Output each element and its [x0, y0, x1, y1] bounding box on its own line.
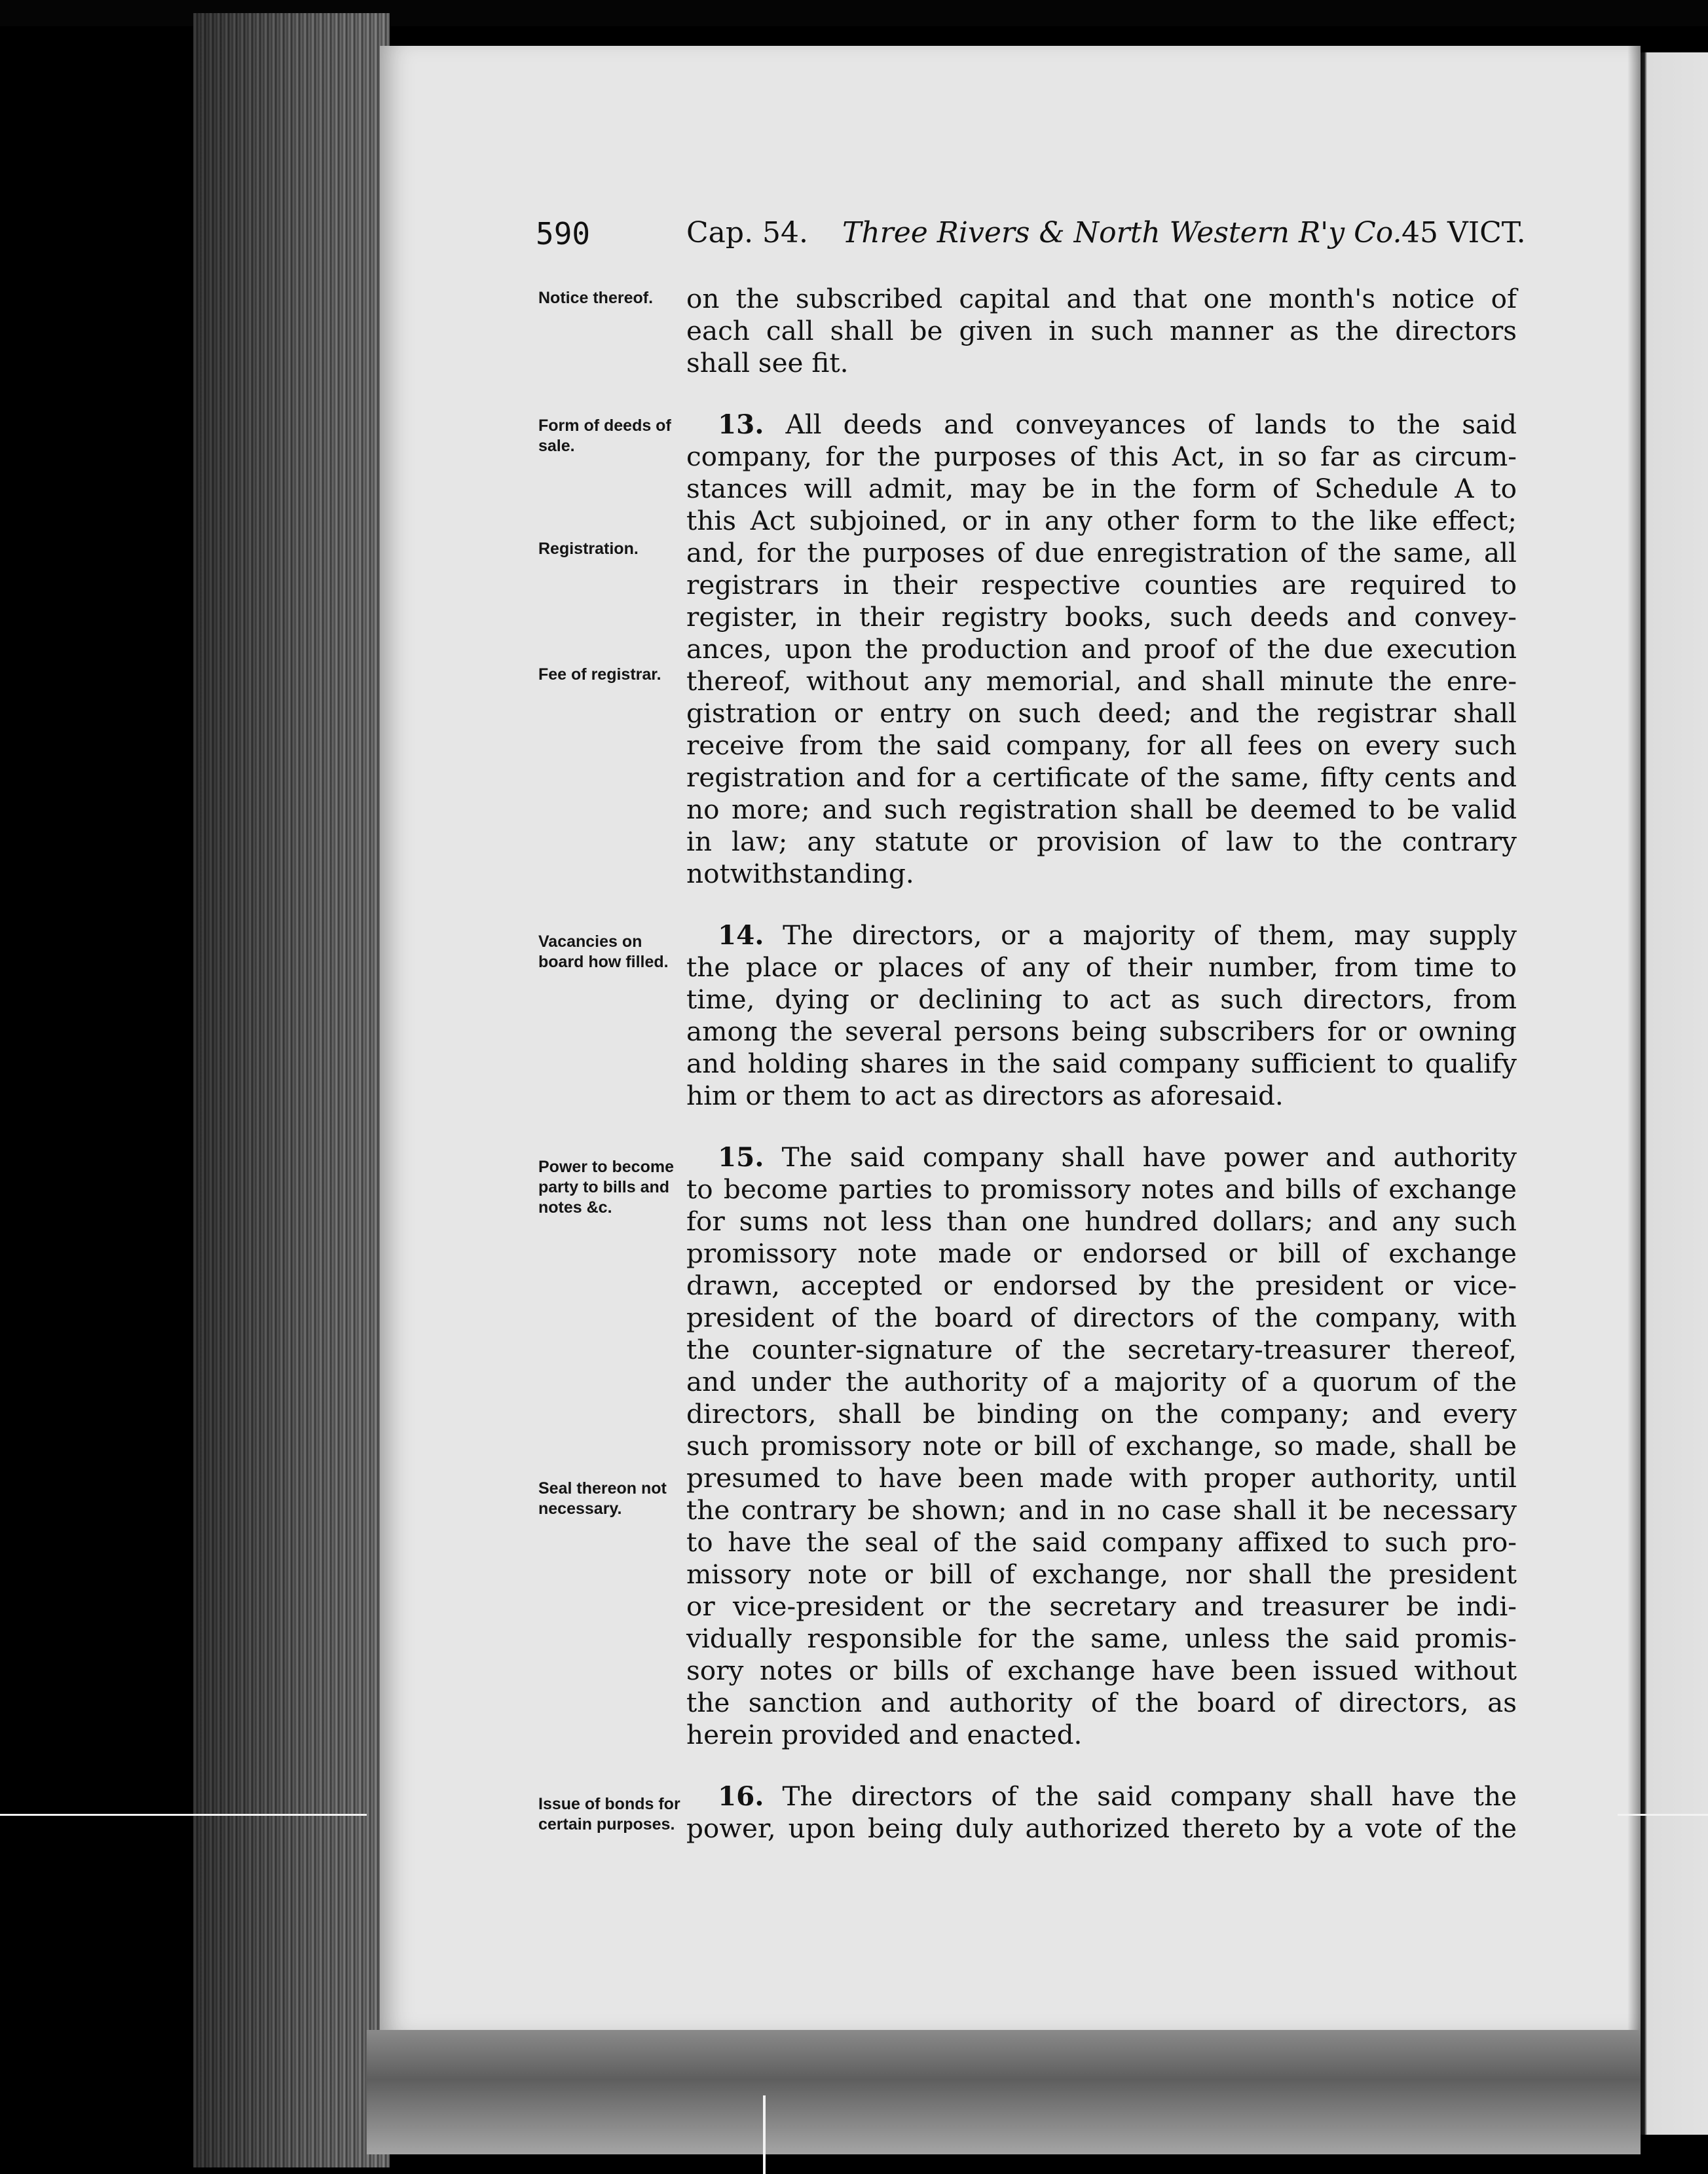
text-line: registration and for a certificate of the same, fifty cents and — [686, 762, 1517, 793]
side-note: Vacancies on board how filled. — [538, 932, 669, 971]
section-number: 13. — [718, 409, 764, 440]
text-line: the sanction and authority of the board of directors, as — [686, 1687, 1517, 1718]
text-line: and holding shares in the said company sufficient to qualify — [686, 1048, 1517, 1079]
book-edge-shadow — [193, 13, 390, 2167]
text-line: directors, shall be binding on the company; and every — [686, 1398, 1517, 1429]
section-15 — [686, 1141, 1517, 1751]
side-note: Power to become party to bills and notes &c. — [538, 1158, 674, 1217]
text-line: the counter-signature of the secretary-treasurer thereof, — [686, 1334, 1517, 1365]
side-note: Issue of bonds for certain purposes. — [538, 1795, 680, 1833]
text-line: this Act subjoined, or in any other form to the like effect; — [686, 505, 1517, 536]
text-line: the place or places of any of their number, from time to — [686, 951, 1517, 983]
text-line: to become parties to promissory notes and bills of exchange — [686, 1173, 1517, 1205]
side-note: Registration. — [538, 540, 639, 558]
page-number: 590 — [536, 216, 591, 251]
text-line: promissory note made or endorsed or bill of exchange — [686, 1238, 1517, 1269]
side-note: Seal thereon not necessary. — [538, 1479, 667, 1518]
act-title: Three Rivers & North Western R'y Co. — [842, 216, 1402, 249]
text-line: stances will admit, may be in the form of Schedule A to — [686, 473, 1517, 504]
text-line: each call shall be given in such manner as the directors — [686, 315, 1517, 346]
section-number: 15. — [718, 1141, 764, 1173]
text-line: time, dying or declining to act as such directors, from — [686, 984, 1517, 1015]
side-note: Form of deeds of sale. — [538, 416, 671, 455]
chapter-label: Cap. 54. — [686, 216, 809, 249]
text-line: such promissory note or bill of exchange, so made, shall be — [686, 1430, 1517, 1462]
crop-mark — [1618, 1814, 1708, 1816]
text-line: in law; any statute or provision of law to the contrary — [686, 826, 1517, 857]
text-line: and, for the purposes of due enregistration of the same, all — [686, 537, 1517, 568]
text-line: company, for the purposes of this Act, in so far as circum- — [686, 441, 1517, 472]
text-line: power, upon being duly authorized thereto by a vote of the — [686, 1813, 1517, 1844]
text-line: vidually responsible for the same, unless the said promis- — [686, 1623, 1517, 1654]
text-line: the contrary be shown; and in no case shall it be necessary — [686, 1494, 1517, 1526]
text-line: The said company shall have power and authority — [781, 1141, 1517, 1173]
text-line: among the several persons being subscribers for or owning — [686, 1016, 1517, 1047]
text-line: notwithstanding. — [686, 858, 914, 889]
text-line: drawn, accepted or endorsed by the president or vice- — [686, 1270, 1517, 1301]
text-line: presumed to have been made with proper authority, until — [686, 1462, 1517, 1494]
section-16 — [686, 1780, 1517, 1845]
running-head — [536, 216, 1526, 255]
text-line: for sums not less than one hundred dollars; and any such — [686, 1206, 1517, 1237]
continuation-paragraph — [686, 283, 1517, 379]
text-line: or vice-president or the secretary and treasurer be indi- — [686, 1591, 1517, 1622]
side-note: Fee of registrar. — [538, 665, 661, 684]
text-line: on the subscribed capital and that one month's notice of — [686, 283, 1517, 314]
text-line: shall see fit. — [686, 347, 849, 378]
text-line: register, in their registry books, such deeds and convey- — [686, 601, 1517, 633]
section-13 — [686, 409, 1517, 890]
text-line: no more; and such registration shall be deemed to be valid — [686, 794, 1517, 825]
book-bottom-edge — [367, 2030, 1641, 2154]
text-line: registrars in their respective counties are required to — [686, 569, 1517, 600]
crop-mark — [763, 2095, 766, 2174]
section-number: 14. — [718, 919, 764, 951]
text-line: ances, upon the production and proof of the due execution — [686, 633, 1517, 665]
text-line: The directors, or a majority of them, may supply — [783, 919, 1517, 951]
text-line: and under the authority of a majority of a quorum of the — [686, 1366, 1517, 1397]
section-number: 16. — [718, 1780, 764, 1812]
text-line: him or them to act as directors as aforesaid. — [686, 1080, 1284, 1111]
side-note: Notice thereof. — [538, 289, 654, 307]
text-line: All deeds and conveyances of lands to the said — [785, 409, 1517, 440]
regnal-year: 45 VICT. — [1402, 216, 1526, 249]
text-line: president of the board of directors of the company, with — [686, 1302, 1517, 1333]
text-line: gistration or entry on such deed; and the registrar shall — [686, 697, 1517, 729]
text-line: herein provided and enacted. — [686, 1719, 1083, 1750]
crop-mark — [0, 1814, 367, 1816]
text-line: to have the seal of the said company affixed to such pro- — [686, 1526, 1517, 1558]
facing-page-strip — [1641, 52, 1708, 2135]
statute-text — [686, 283, 1517, 1845]
text-line: receive from the said company, for all fees on every such — [686, 729, 1517, 761]
text-line: thereof, without any memorial, and shall minute the enre- — [686, 665, 1517, 697]
text-line: The directors of the said company shall have the — [782, 1780, 1517, 1812]
section-14 — [686, 919, 1517, 1112]
text-line: sory notes or bills of exchange have been issued without — [686, 1655, 1517, 1686]
text-line: missory note or bill of exchange, nor shall the president — [686, 1558, 1517, 1590]
